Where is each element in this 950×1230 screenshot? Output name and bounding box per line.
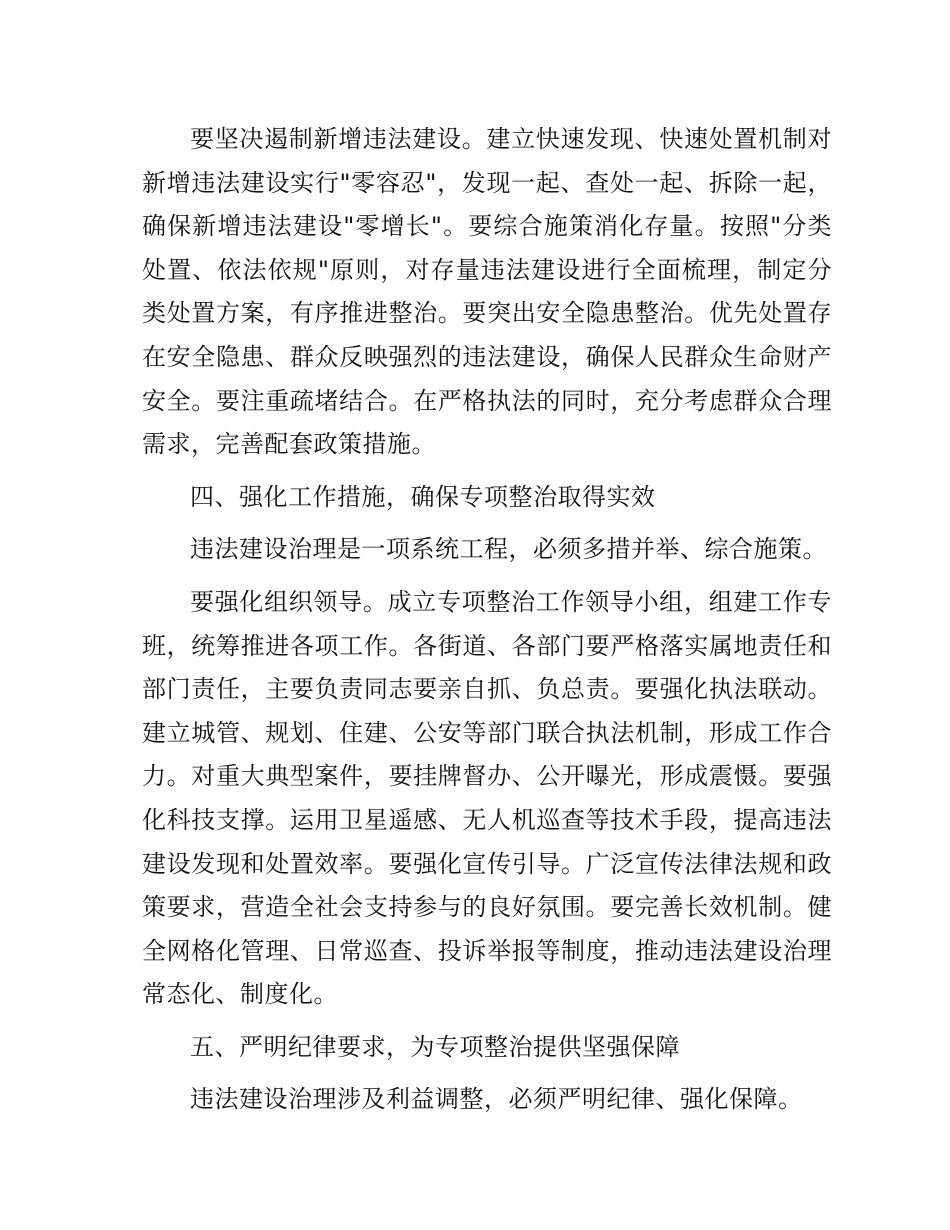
section-heading-five: 五、严明纪律要求，为专项整治提供坚强保障 — [190, 1032, 680, 1061]
paragraph-section-four-measures: 要强化组织领导。成立专项整治工作领导小组，组建工作专班，统筹推进各项工作。各街道、各部门要严格落实属地责任和部门责任，主要负责同志要亲自抓、负总责。要强化执法联动。建立城管、规划、住建、公安等部门联合执法机制，形成工作合力。对重大典型案件，要挂牌督办、公开曝光，形成震慑。要强化科技支撑。运用卫星遥感、无人机巡查等技术手段，提高违法建设发现和处置效率。要强化宣传引导。广泛宣传法律法规和政策要求，营造全社会支持参与的良好氛围。要完善长效机制。健全网格化管理、日常巡查、投诉举报等制度，推动违法建设治理常态化、制度化。 — [142, 587, 832, 1009]
paragraph-illegal-construction-control: 要坚决遏制新增违法建设。建立快速发现、快速处置机制对新增违法建设实行"零容忍"，发现一起、查处一起、拆除一起，确保新增违法建设"零增长"。要综合施策消化存量。按照"分类处置、依法依规"原则，对存量违法建设进行全面梳理，制定分类处置方案，有序推进整治。要突出安全隐患整治。优先处置存在安全隐患、群众反映强烈的违法建设，确保人民群众生命财产安全。要注重疏堵结合。在严格执法的同时，充分考虑群众合理需求，完善配套政策措施。 — [142, 125, 832, 459]
document-body — [142, 118, 832, 1122]
paragraph-section-five-intro: 违法建设治理涉及利益调整，必须严明纪律、强化保障。 — [190, 1085, 803, 1114]
paragraph-section-four-intro: 违法建设治理是一项系统工程，必须多措并举、综合施策。 — [190, 535, 827, 564]
section-heading-four: 四、强化工作措施，确保专项整治取得实效 — [190, 482, 656, 511]
